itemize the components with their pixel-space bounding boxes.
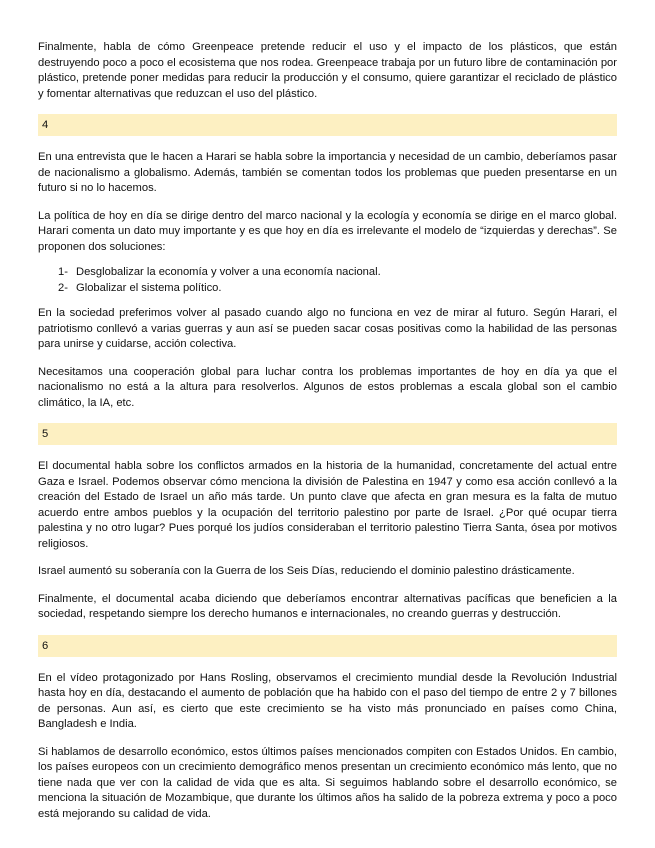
- section4-paragraph-1: En una entrevista que le hacen a Harari se habla sobre la importancia y necesidad de un cambio, deberíamos pasar de nacionalismo a globalismo. Además, también se comentan todos los problemas que pueden presentarse en un futuro si no lo hacemos.: [38, 151, 617, 194]
- section5-paragraph-2: Israel aumentó su soberanía con la Guerra de los Seis Días, reduciendo el dominio palestino drásticamente.: [38, 565, 575, 577]
- section-header-4: 4: [38, 114, 617, 136]
- section4-paragraph-3: En la sociedad preferimos volver al pasado cuando algo no funciona en vez de mirar al futuro. Según Harari, el patriotismo conllevó a varias guerras y aun así se pueden sacar cosas positivas como la habilidad de las personas para unirse y cuidarse, acción colectiva.: [38, 307, 617, 350]
- section4-paragraph-4: Necesitamos una cooperación global para luchar contra los problemas importantes de hoy en día ya que el nacionalismo no está a la altura para resolverlos. Algunos de estos problemas a escala global son el cambio climático, la IA, etc.: [38, 365, 617, 409]
- list-item-number: 1-: [58, 266, 68, 278]
- list-item-text: Desglobalizar la economía y volver a una economía nacional.: [76, 266, 381, 278]
- list-item-text: Globalizar el sistema político.: [76, 281, 222, 294]
- list-item-number: 2-: [58, 281, 68, 294]
- section6-paragraph-1: En el vídeo protagonizado por Hans Rosling, observamos el crecimiento mundial desde la Revolución Industrial hasta hoy en día, destacando el aumento de población que ha habido con el paso del tiempo de entre 2 y 7 billones de personas. Aun así, es cierto que este crecimiento se ha visto más pronunciado en países como China, Bangladesh e India.: [38, 671, 617, 730]
- section-header-5: 5: [38, 423, 617, 445]
- intro-paragraph: Finalmente, habla de cómo Greenpeace pretende reducir el uso y el impacto de los plásticos, que están destruyendo poco a poco el ecosistema que nos rodea. Greenpeace trabaja por un futuro libre de contaminación por plástico, pretende poner medidas para reducir la producción y el consumo, quiere garantizar el reciclado de plástico y fomentar alternativas que reduzcan el uso del plástico.: [38, 41, 617, 100]
- section5-paragraph-3: Finalmente, el documental acaba diciendo que deberíamos encontrar alternativas pacíficas que beneficien a la sociedad, respetando siempre los derecho humanos e internacionales, no creando guerras y destrucción.: [38, 592, 617, 620]
- section5-paragraph-1: El documental habla sobre los conflictos armados en la historia de la humanidad, concretamente del actual entre Gaza e Israel. Podemos observar cómo menciona la división de Palestina en 1947 y como esa acción conllevó a la creación del Estado de Israel un año más tarde. Un punto clave que afecta en gran mesura es la falta de mutuo acuerdo entre ambos pueblos y la ocupación del territorio palestino por parte de Israel. ¿Por qué ocupar tierra palestina y no otro lugar? Pues porqué los judíos consideraban el territorio palestino Tierra Santa, ósea por motivos religiosos.: [38, 460, 617, 550]
- list-item: [58, 265, 617, 281]
- solutions-list: [38, 265, 617, 296]
- section4-paragraph-2: La política de hoy en día se dirige dentro del marco nacional y la ecología y economía se dirige en el marco global. Harari comenta un dato muy importante y es que hoy en día es irrelevante el modelo de “izquierdas y derechas”. Se proponen dos soluciones:: [38, 209, 617, 253]
- section6-paragraph-2: Si hablamos de desarrollo económico, estos últimos países mencionados compiten con Estados Unidos. En cambio, los países europeos con un crecimiento demográfico menos presentan un crecimiento económico más lento, que no tiene nada que ver con la calidad de vida que es alta. Si seguimos hablando sobre el desarrollo económico, se menciona la situación de Mozambique, que durante los últimos años ha salido de la pobreza extrema y poco a poco está mejorando su calidad de vida.: [38, 745, 617, 820]
- list-item: [58, 281, 617, 297]
- section-header-6: 6: [38, 635, 617, 657]
